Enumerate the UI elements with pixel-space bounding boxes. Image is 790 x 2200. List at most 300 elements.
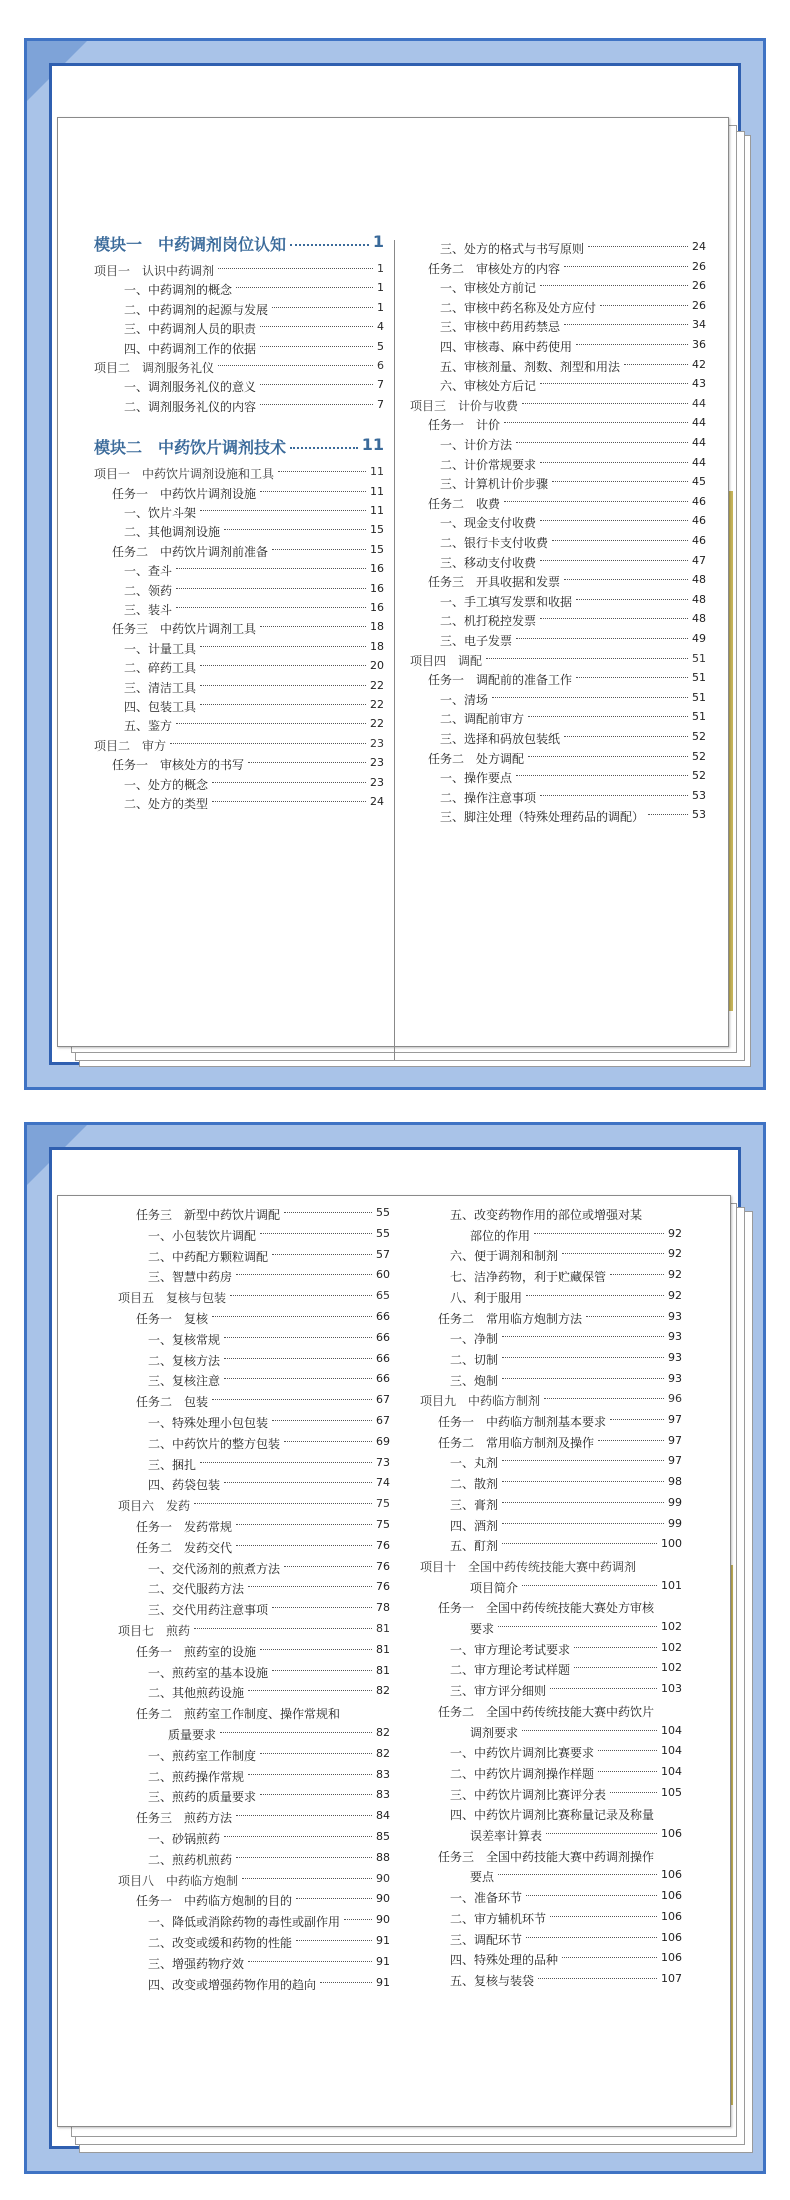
toc-entry-title: 三、煎药的质量要求: [148, 1790, 257, 1805]
toc-page-number: 97: [668, 1454, 682, 1468]
leader-dots: [284, 1441, 372, 1442]
toc-item-entry: [420, 1535, 682, 1555]
leader-dots: [236, 1815, 372, 1816]
toc-entry-title: 项目二 调剂服务礼仪: [94, 361, 215, 375]
leader-dots: [200, 646, 366, 647]
toc-item-entry: [420, 1742, 682, 1762]
toc-page-number: 75: [376, 1518, 390, 1531]
toc-page-number: 1: [377, 281, 384, 295]
leader-dots: [564, 266, 688, 267]
toc-task-entry: [410, 748, 706, 768]
toc-task-entry: [118, 1641, 390, 1661]
toc-page-number: 11: [361, 435, 384, 455]
leader-dots: [344, 1919, 372, 1920]
toc-entry-title: 任务二 全国中药传统技能大赛中药饮片: [438, 1704, 655, 1719]
leader-dots: [248, 1774, 372, 1775]
toc-entry-title: 任务二 煎药室工作制度、操作常规和: [136, 1707, 341, 1722]
toc-entry-title: 三、清洁工具: [124, 680, 197, 695]
toc-task-entry: [94, 618, 384, 638]
toc-page-number: 88: [376, 1850, 390, 1864]
toc-entry-title: 二、中药配方颗粒调配: [148, 1249, 269, 1264]
toc-item-entry: [118, 1246, 390, 1266]
toc-entry-title: 模块一 中药调剂岗位认知: [94, 235, 287, 254]
leader-dots: [200, 665, 366, 666]
toc-page-number: 82: [376, 1726, 390, 1739]
toc-entry-title: 任务二 处方调配: [428, 751, 525, 766]
leader-dots: [562, 1957, 657, 1958]
toc-entry-title: 四、审核毒、麻中药使用: [440, 340, 573, 354]
toc-page-number: 15: [370, 542, 384, 556]
leader-dots: [290, 244, 369, 246]
toc-page-number: 7: [377, 397, 384, 411]
toc-task-entry: [410, 493, 706, 513]
toc-entry-title: 任务一 中药临方炮制的目的: [136, 1894, 293, 1909]
toc-entry-title: 任务三 中药饮片调剂工具: [112, 622, 257, 637]
column-divider: [394, 240, 395, 1060]
toc-page-number: 5: [377, 339, 384, 353]
photo-panel-2: [24, 1122, 766, 2174]
leader-dots: [610, 1792, 657, 1793]
toc-item-entry: [94, 560, 384, 580]
toc-item-entry: [410, 454, 706, 474]
toc-entry-title: 任务二 收费: [428, 496, 501, 511]
toc-item-entry: [420, 1639, 682, 1659]
leader-dots: [284, 1566, 372, 1567]
toc-page-number: 78: [376, 1601, 390, 1615]
toc-item-entry: [94, 657, 384, 677]
toc-task-entry: [118, 1204, 390, 1224]
toc-entry-title: 三、选择和码放包装纸: [440, 732, 561, 746]
toc-project-entry: [94, 357, 384, 377]
toc-entry-title: 要点: [470, 1870, 495, 1885]
toc-entry-title: 三、膏剂: [450, 1497, 499, 1512]
leader-dots: [272, 307, 373, 308]
toc-page-number: 42: [692, 357, 706, 371]
leader-dots: [200, 1462, 372, 1463]
toc-entry-title: 二、银行卡支付收费: [440, 536, 549, 550]
toc-page-number: 51: [692, 710, 706, 724]
toc-entry-title: 二、领药: [124, 583, 173, 598]
toc-item-entry: [420, 1825, 682, 1845]
toc-page-number: 51: [692, 671, 706, 685]
toc-entry-title: 一、手工填写发票和收据: [440, 594, 573, 609]
toc-project-entry: [94, 260, 384, 280]
toc-entry-title: 二、复核方法: [148, 1353, 221, 1368]
toc-page-number: 106: [661, 1827, 682, 1840]
toc-item-entry: [118, 1724, 390, 1744]
toc-page-number: 16: [370, 562, 384, 576]
toc-entry-title: 一、操作要点: [440, 771, 513, 786]
leader-dots: [526, 1895, 657, 1896]
toc-entry-title: 任务二 包装: [136, 1395, 209, 1410]
toc-entry-title: 一、现金支付收费: [440, 516, 537, 531]
toc-page-number: 24: [370, 795, 384, 808]
toc-entry-title: 三、中药调剂人员的职责: [124, 322, 257, 337]
toc-page-number: 11: [370, 484, 384, 498]
toc-item-entry: [420, 1349, 682, 1369]
toc-task-entry: [118, 1516, 390, 1536]
leader-dots: [200, 704, 366, 705]
toc-entry-title: 七、洁净药物，利于贮藏保管: [450, 1270, 607, 1285]
toc-item-entry: [94, 376, 384, 396]
toc-item-entry: [118, 1350, 390, 1370]
toc-page-number: 106: [661, 1951, 682, 1965]
leader-dots: [588, 246, 688, 247]
toc-page-number: 18: [370, 620, 384, 634]
toc-item-entry: [118, 1433, 390, 1453]
toc-entry-title: 项目五 复核与包装: [118, 1291, 227, 1306]
toc-entry-title: 二、煎药机煎药: [148, 1852, 233, 1867]
leader-dots: [550, 1688, 657, 1689]
toc-page-number: 20: [370, 659, 384, 673]
toc-page-number: 48: [692, 573, 706, 587]
toc-entry-title: 一、降低或消除药物的毒性或副作用: [148, 1915, 341, 1930]
toc-item-entry: [118, 1953, 390, 1973]
toc-item-entry: [410, 806, 706, 826]
toc-entry-title: 项目十 全国中药传统技能大赛中药调剂: [420, 1559, 637, 1574]
leader-dots: [260, 626, 366, 627]
toc-item-entry: [118, 1766, 390, 1786]
leader-dots: [598, 1771, 657, 1772]
toc-task-entry: [420, 1701, 682, 1721]
toc-page-number: 24: [692, 240, 706, 253]
leader-dots: [200, 510, 366, 511]
toc-entry-title: 四、包装工具: [124, 700, 197, 714]
toc-page-number: 23: [370, 736, 384, 750]
leader-dots: [552, 540, 688, 541]
toc-item-entry: [420, 1929, 682, 1949]
toc-entry-title: 一、准备环节: [450, 1891, 523, 1906]
leader-dots: [236, 1857, 372, 1858]
toc-page-number: 76: [376, 1580, 390, 1594]
toc-entry-title: 任务一 发药常规: [136, 1520, 233, 1534]
leader-dots: [224, 1337, 372, 1338]
toc-page-number: 93: [668, 1350, 682, 1364]
toc-entry-title: 二、散剂: [450, 1477, 499, 1492]
leader-dots: [248, 1586, 372, 1587]
toc-module-entry: [94, 433, 384, 461]
leader-dots: [502, 1336, 664, 1337]
toc-item-entry: [420, 1328, 682, 1348]
toc-project-entry: [410, 650, 706, 670]
toc-entry-title: 四、酒剂: [450, 1518, 499, 1533]
toc-item-entry: [420, 1225, 682, 1245]
toc-page-number: 46: [692, 514, 706, 528]
toc-entry-title: 任务一 中药饮片调剂设施: [112, 486, 257, 501]
toc-entry-title: 二、其他煎药设施: [148, 1686, 245, 1701]
toc-entry-title: 一、处方的概念: [124, 777, 209, 792]
leader-dots: [486, 658, 688, 659]
toc-page-number: 75: [376, 1497, 390, 1511]
toc-item-entry: [118, 1578, 390, 1598]
toc-entry-title: 四、中药饮片调剂比赛称量记录及称量: [450, 1808, 655, 1823]
toc-item-entry: [410, 787, 706, 807]
toc-page-number: 83: [376, 1767, 390, 1781]
toc-page-number: 55: [376, 1206, 390, 1219]
toc-item-entry: [118, 1662, 390, 1682]
leader-dots: [224, 529, 366, 530]
toc-entry-title: 项目一 中药饮片调剂设施和工具: [94, 467, 275, 482]
toc-page-number: 16: [370, 581, 384, 595]
toc-entry-title: 三、炮制: [450, 1373, 499, 1388]
toc-item-entry: [410, 277, 706, 297]
toc-entry-title: 任务三 新型中药饮片调配: [136, 1208, 281, 1222]
toc-entry-title: 二、审方理论考试样题: [450, 1663, 571, 1678]
toc-entry-title: 质量要求: [168, 1728, 217, 1742]
toc-page-number: 90: [376, 1871, 390, 1885]
toc-item-entry: [94, 338, 384, 358]
leader-dots: [176, 723, 366, 724]
toc-entry-title: 二、切制: [450, 1352, 499, 1367]
leader-dots: [218, 365, 373, 366]
toc-entry-title: 一、丸剂: [450, 1456, 499, 1471]
toc-page-number: 91: [376, 1934, 390, 1947]
toc-page-number: 104: [661, 1723, 682, 1737]
toc-item-entry: [118, 1932, 390, 1952]
toc-item-entry: [410, 356, 706, 376]
toc-entry-title: 三、审核中药用药禁忌: [440, 320, 561, 335]
toc-page-number: 47: [692, 553, 706, 567]
toc-page-number: 53: [692, 808, 706, 822]
toc-page-number: 102: [661, 1661, 682, 1675]
leader-dots: [502, 1502, 664, 1503]
leader-dots: [272, 1607, 372, 1608]
leader-dots: [600, 305, 688, 306]
toc-entry-title: 二、煎药操作常规: [148, 1769, 245, 1784]
toc-task-entry: [118, 1703, 390, 1723]
toc-page-number: 34: [692, 318, 706, 332]
toc-page-1: [57, 117, 729, 1047]
toc-page-number: 6: [377, 359, 384, 372]
toc-page-number: 48: [692, 612, 706, 626]
toc-task-entry: [410, 414, 706, 434]
toc-entry-title: 任务一 计价: [428, 418, 501, 433]
toc-item-entry: [420, 1287, 682, 1307]
toc-task-entry: [420, 1411, 682, 1431]
toc-entry-title: 调剂要求: [470, 1725, 519, 1740]
toc-item-entry: [420, 1204, 682, 1224]
toc-page-number: 91: [376, 1975, 390, 1989]
toc-page-number: 11: [370, 504, 384, 517]
toc-page-number: 48: [692, 592, 706, 606]
toc-page-number: 26: [692, 259, 706, 273]
leader-dots: [552, 481, 688, 482]
toc-item-entry: [410, 316, 706, 336]
toc-entry-title: 任务一 调配前的准备工作: [428, 673, 573, 688]
leader-dots: [540, 285, 688, 286]
leader-dots: [272, 1670, 372, 1671]
leader-dots: [540, 560, 688, 561]
toc-page-number: 66: [376, 1330, 390, 1344]
toc-page-number: 4: [377, 320, 384, 334]
toc-item-entry: [94, 793, 384, 813]
toc-task-entry: [118, 1807, 390, 1827]
toc-page-number: 92: [668, 1268, 682, 1282]
toc-entry-title: 任务一 全国中药传统技能大赛处方审核: [438, 1601, 655, 1616]
toc-item-entry: [94, 279, 384, 299]
toc-item-entry: [410, 238, 706, 258]
leader-dots: [236, 1545, 372, 1546]
toc-entry-title: 四、特殊处理的品种: [450, 1953, 559, 1968]
leader-dots: [260, 326, 373, 327]
leader-dots: [540, 795, 688, 796]
toc-entry-title: 任务三 全国中药技能大赛中药调剂操作: [438, 1849, 655, 1864]
toc-entry-title: 一、砂锅煎药: [148, 1832, 221, 1846]
toc-entry-title: 一、中药饮片调剂比赛要求: [450, 1746, 595, 1761]
leader-dots: [200, 685, 366, 686]
toc-item-entry: [118, 1745, 390, 1765]
toc-page-number: 81: [376, 1642, 390, 1656]
toc-page-number: 93: [668, 1309, 682, 1323]
toc-page-number: 51: [692, 690, 706, 704]
leader-dots: [296, 1940, 372, 1941]
leader-dots: [260, 491, 366, 492]
toc-page-number: 90: [376, 1892, 390, 1906]
leader-dots: [546, 1833, 657, 1834]
toc-page-number: 106: [661, 1909, 682, 1923]
toc-entry-title: 项目四 调配: [410, 653, 483, 668]
toc-page-number: 22: [370, 717, 384, 731]
leader-dots: [218, 268, 373, 269]
toc-entry-title: 任务三 开具收据和发票: [428, 575, 561, 590]
toc-page-number: 103: [661, 1682, 682, 1696]
leader-dots: [248, 1690, 372, 1691]
toc-page-number: 98: [668, 1475, 682, 1489]
toc-entry-title: 三、智慧中药房: [148, 1270, 233, 1285]
toc-page-number: 67: [376, 1393, 390, 1407]
toc-task-entry: [410, 258, 706, 278]
toc-page-number: 82: [376, 1684, 390, 1698]
toc-item-entry: [420, 1515, 682, 1535]
toc-entry-title: 任务一 复核: [136, 1312, 209, 1326]
toc-item-entry: [420, 1245, 682, 1265]
toc-project-entry: [118, 1495, 390, 1515]
toc-item-entry: [94, 677, 384, 697]
toc-entry-title: 二、审方辅机环节: [450, 1911, 547, 1926]
toc-page-number: 22: [370, 698, 384, 711]
toc-item-entry: [118, 1599, 390, 1619]
toc-entry-title: 任务一 审核处方的书写: [112, 758, 245, 773]
leader-dots: [564, 579, 688, 580]
leader-dots: [586, 1316, 664, 1317]
toc-page-number: 36: [692, 338, 706, 351]
toc-item-entry: [410, 630, 706, 650]
toc-entry-title: 项目七 煎药: [118, 1624, 191, 1638]
toc-entry-title: 三、处方的格式与书写原则: [440, 242, 585, 256]
toc-item-entry: [410, 336, 706, 356]
toc-page-number: 69: [376, 1434, 390, 1448]
toc-entry-title: 任务二 常用临方制剂及操作: [438, 1435, 595, 1450]
toc-entry-title: 一、交代汤剂的煎煮方法: [148, 1561, 281, 1576]
leader-dots: [220, 1732, 372, 1733]
toc-entry-title: 二、调剂服务礼仪的内容: [124, 399, 257, 414]
toc-entry-title: 二、操作注意事项: [440, 790, 537, 805]
leader-dots: [260, 346, 373, 347]
toc-item-entry: [410, 473, 706, 493]
toc-entry-title: 一、审方理论考试要求: [450, 1642, 571, 1657]
toc-entry-title: 二、处方的类型: [124, 797, 209, 811]
toc-entry-title: 一、煎药室的基本设施: [148, 1665, 269, 1680]
toc-page-number: 66: [376, 1310, 390, 1323]
toc-project-entry: [118, 1870, 390, 1890]
toc-item-entry: [420, 1618, 682, 1638]
toc-page-number: 81: [376, 1663, 390, 1677]
toc-entry-title: 一、清场: [440, 692, 489, 707]
toc-page-number: 7: [377, 378, 384, 392]
toc-task-entry: [118, 1308, 390, 1328]
toc-task-entry: [118, 1537, 390, 1557]
leader-dots: [498, 1626, 657, 1627]
toc-entry-title: 任务二 发药交代: [136, 1540, 233, 1555]
toc-page-number: 90: [376, 1913, 390, 1927]
leader-dots: [534, 1233, 664, 1234]
toc-page-number: 85: [376, 1830, 390, 1843]
leader-dots: [598, 1750, 657, 1751]
leader-dots: [550, 1916, 657, 1917]
toc-entry-title: 三、交代用药注意事项: [148, 1603, 269, 1618]
toc-page-number: 46: [692, 494, 706, 508]
toc-entry-title: 六、审核处方后记: [440, 379, 537, 394]
toc-page-number: 45: [692, 475, 706, 489]
toc-item-entry: [410, 708, 706, 728]
toc-item-entry: [118, 1911, 390, 1931]
toc-page-number: 92: [668, 1288, 682, 1302]
leader-dots: [564, 736, 688, 737]
toc-item-entry: [94, 521, 384, 541]
leader-dots: [260, 1233, 372, 1234]
toc-item-entry: [420, 1370, 682, 1390]
leader-dots: [540, 383, 688, 384]
leader-dots: [284, 1212, 372, 1213]
leader-dots: [236, 1274, 372, 1275]
toc-entry-title: 三、增强药物疗效: [148, 1956, 245, 1971]
leader-dots: [260, 404, 373, 405]
toc-entry-title: 项目九 中药临方制剂: [420, 1394, 541, 1409]
leader-dots: [624, 364, 688, 365]
toc-item-entry: [410, 297, 706, 317]
leader-dots: [194, 1503, 372, 1504]
toc-item-entry: [94, 299, 384, 319]
leader-dots: [176, 568, 366, 569]
leader-dots: [260, 384, 373, 385]
toc-entry-title: 误差率计算表: [470, 1829, 543, 1843]
toc-item-entry: [420, 1722, 682, 1742]
leader-dots: [574, 1647, 657, 1648]
leader-dots: [176, 588, 366, 589]
leader-dots: [260, 1649, 372, 1650]
toc-page-number: 91: [376, 1954, 390, 1968]
toc-entry-title: 五、酊剂: [450, 1539, 499, 1554]
toc-item-entry: [410, 689, 706, 709]
toc-item-entry: [118, 1682, 390, 1702]
leader-dots: [296, 1898, 372, 1899]
leader-dots: [522, 403, 688, 404]
toc-page-number: 102: [661, 1620, 682, 1633]
leader-dots: [224, 1482, 372, 1483]
toc-item-entry: [420, 1866, 682, 1886]
toc-page-number: 1: [377, 300, 384, 314]
leader-dots: [290, 447, 358, 449]
toc-entry-title: 任务一 煎药室的设施: [136, 1644, 257, 1659]
toc-item-entry: [118, 1828, 390, 1848]
leader-dots: [540, 462, 688, 463]
leader-dots: [230, 1295, 372, 1296]
toc-entry-title: 项目二 审方: [94, 738, 167, 753]
leader-dots: [564, 324, 688, 325]
toc-page-number: 96: [668, 1392, 682, 1406]
toc-page-number: 92: [668, 1247, 682, 1261]
toc-entry-title: 二、调配前审方: [440, 712, 525, 727]
